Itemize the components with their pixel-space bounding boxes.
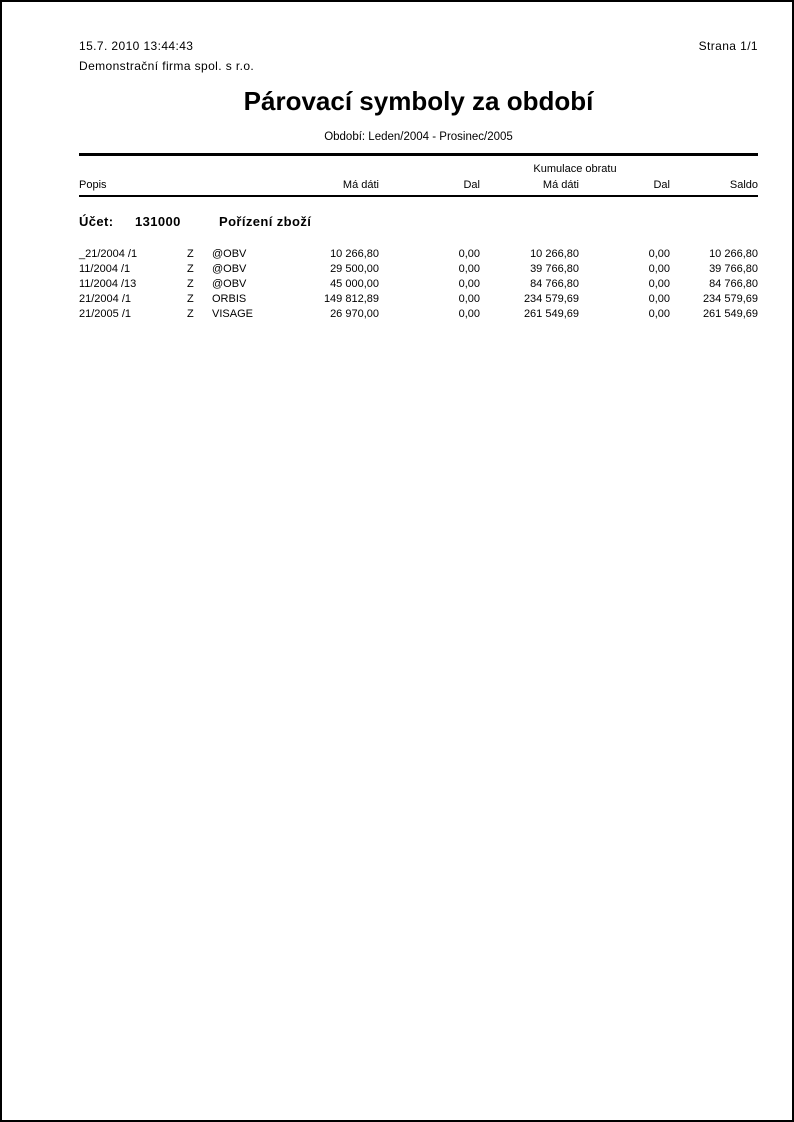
cell-dal: 0,00	[458, 293, 480, 305]
report-period: Období: Leden/2004 - Prosinec/2005	[324, 131, 513, 143]
table-row	[79, 247, 758, 262]
report-content	[79, 2, 758, 322]
cell-document-number: 21/2005 /1	[79, 308, 131, 320]
page-number: Strana 1/1	[698, 39, 758, 53]
col-header-dal: Dal	[463, 179, 480, 191]
cell-kum-ma-dati: 10 266,80	[530, 248, 579, 260]
cell-dal: 0,00	[458, 263, 480, 275]
cell-saldo: 234 579,69	[702, 293, 758, 305]
group-header-row	[79, 163, 758, 176]
cell-document-number: 11/2004 /13	[79, 278, 137, 290]
cell-doc-type: Z	[187, 248, 194, 260]
col-header-saldo: Saldo	[729, 179, 758, 191]
table-row	[79, 277, 758, 292]
cell-kum-ma-dati: 234 579,69	[523, 293, 579, 305]
company-name: Demonstrační firma spol. s r.o.	[79, 59, 255, 73]
cell-pairing-symbol: ORBIS	[212, 293, 247, 305]
account-label: Účet:	[79, 214, 114, 229]
header-rule-top	[79, 153, 758, 156]
table-rows	[79, 247, 758, 322]
cell-pairing-symbol: VISAGE	[212, 308, 253, 320]
cell-ma-dati: 26 970,00	[330, 308, 379, 320]
cell-dal: 0,00	[458, 248, 480, 260]
table-row	[79, 292, 758, 307]
cell-saldo: 39 766,80	[709, 263, 758, 275]
cell-kum-ma-dati: 261 549,69	[523, 308, 579, 320]
account-number: 131000	[135, 214, 181, 229]
cell-kum-ma-dati: 39 766,80	[530, 263, 579, 275]
report-meta-row	[79, 39, 758, 53]
table-row	[79, 307, 758, 322]
cell-document-number: _21/2004 /1	[79, 248, 138, 260]
cell-saldo: 84 766,80	[709, 278, 758, 290]
col-header-kum-ma-dati: Má dáti	[542, 179, 579, 191]
cell-dal: 0,00	[458, 308, 480, 320]
print-datetime: 15.7. 2010 13:44:43	[79, 39, 194, 53]
cell-saldo: 10 266,80	[709, 248, 758, 260]
cell-kum-dal: 0,00	[648, 263, 670, 275]
cell-kum-dal: 0,00	[648, 278, 670, 290]
cell-ma-dati: 10 266,80	[330, 248, 379, 260]
cell-doc-type: Z	[187, 308, 194, 320]
account-row	[79, 214, 758, 230]
column-header-row	[79, 179, 758, 192]
cell-kum-ma-dati: 84 766,80	[530, 278, 579, 290]
header-rule-bottom	[79, 195, 758, 197]
cell-doc-type: Z	[187, 263, 194, 275]
cell-ma-dati: 29 500,00	[330, 263, 379, 275]
cell-kum-dal: 0,00	[648, 308, 670, 320]
group-header-kumulace-obratu: Kumulace obratu	[533, 163, 617, 175]
cell-ma-dati: 149 812,89	[323, 293, 379, 305]
report-title: Párovací symboly za období	[243, 86, 594, 116]
col-header-ma-dati: Má dáti	[342, 179, 379, 191]
col-header-popis: Popis	[79, 179, 107, 191]
cell-pairing-symbol: @OBV	[212, 263, 247, 275]
cell-dal: 0,00	[458, 278, 480, 290]
cell-pairing-symbol: @OBV	[212, 248, 247, 260]
cell-ma-dati: 45 000,00	[330, 278, 379, 290]
table-row	[79, 262, 758, 277]
cell-kum-dal: 0,00	[648, 248, 670, 260]
cell-kum-dal: 0,00	[648, 293, 670, 305]
cell-document-number: 21/2004 /1	[79, 293, 131, 305]
cell-doc-type: Z	[187, 278, 194, 290]
cell-document-number: 11/2004 /1	[79, 263, 131, 275]
cell-pairing-symbol: @OBV	[212, 278, 247, 290]
col-header-kum-dal: Dal	[653, 179, 670, 191]
cell-doc-type: Z	[187, 293, 194, 305]
cell-saldo: 261 549,69	[702, 308, 758, 320]
account-name: Pořízení zboží	[219, 214, 312, 229]
